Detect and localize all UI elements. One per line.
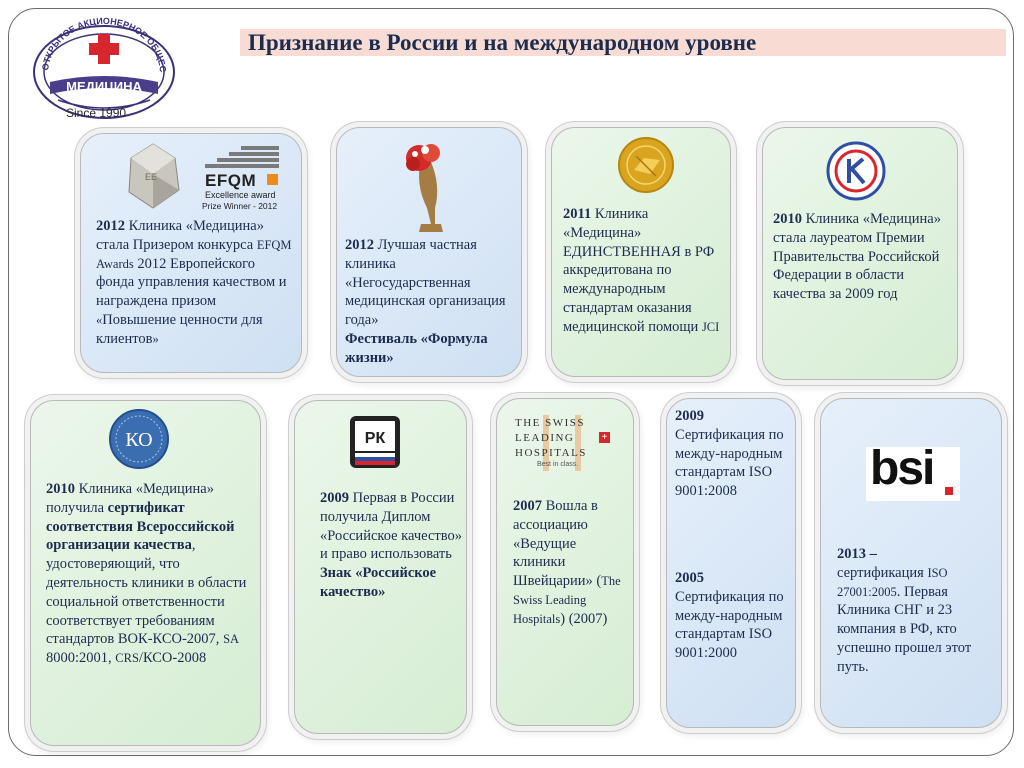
card-efqm <box>80 133 302 373</box>
card-text: Лучшая частная клиника «Негосударственная медицинская организация года» <box>345 237 506 329</box>
card-russian-quality <box>294 400 467 734</box>
card-text-small: « <box>96 312 103 327</box>
iso-entry-2009 <box>675 407 793 501</box>
card-year: 2009 <box>675 408 704 424</box>
card-text-bold: Знак «Российское качество» <box>320 565 437 600</box>
card-swiss-text <box>513 497 631 629</box>
efqm-logo-line2: Prize Winner - 2012 <box>202 201 278 211</box>
card-text: , удостоверяющий, что деятельность клиники в области социальной ответственности соответствует требованиям стандартов ВОК-КСО-2007, <box>46 537 247 648</box>
card-year: 2009 <box>320 490 349 506</box>
jci-gold-seal-icon <box>616 136 676 194</box>
card-text-small: ISO 27001:2005 <box>837 565 948 599</box>
swiss-flag-icon: + <box>599 432 610 443</box>
card-year: 2010 <box>773 211 802 227</box>
card-text-small: EFQM Awards <box>96 237 292 271</box>
card-text: Клиника «Медицина» стала Призером конкурса <box>96 218 264 253</box>
card-text: Сертификация по между-народным стандартам ISO 9001:2000 <box>675 588 784 662</box>
card-text: Клиника «Медицина» получила <box>46 481 214 516</box>
card-rk-text <box>320 489 462 602</box>
card-text: Сертификация по между-народным стандартам ISO 9001:2008 <box>675 426 784 500</box>
card-text: 2012 Европейского фонда управления качеством и награждена призом <box>96 255 287 310</box>
card-ko-certificate <box>30 400 261 746</box>
efqm-logo-line1: Excellence award <box>205 190 276 200</box>
card-iso-certification <box>666 398 796 728</box>
logo-name: МЕДИЦИНА <box>66 79 142 94</box>
card-jci-text <box>563 205 728 337</box>
card-text-small: » <box>152 331 159 346</box>
card-year: 2012 <box>96 218 125 234</box>
card-text-bold: Фестиваль «Формула жизни» <box>345 330 488 366</box>
card-text: /КСО-2008 <box>138 650 207 667</box>
card-text-small: JCI <box>701 319 720 334</box>
card-text-small: The Swiss Leading Hospitals <box>513 574 621 626</box>
bsi-logo-text: bsi <box>870 442 934 495</box>
card-text: сертификация <box>837 564 928 581</box>
swiss-logo-line2: LEADING <box>515 432 575 444</box>
swiss-logo-line3: HOSPITALS <box>515 447 587 459</box>
bsi-logo <box>866 442 960 501</box>
russian-quality-logo-icon <box>349 415 401 471</box>
card-text: . Первая Клиника СНГ и 23 компания в РФ, кто успешно прошел этот путь. <box>837 583 972 675</box>
card-year: 2013 – <box>837 546 877 562</box>
logo-arc-text: ОТКРЫТОЕ АКЦИОНЕРНОЕ ОБЩЕС <box>40 16 169 73</box>
efqm-logo <box>202 146 283 212</box>
card-year: 2012 <box>345 237 374 253</box>
logo-since: Since 1990 <box>66 106 127 120</box>
card-text-small: CRS <box>115 651 139 666</box>
card-swiss-hospitals <box>496 398 634 726</box>
ko-logo-text: КО <box>125 429 153 451</box>
card-government-prize <box>762 127 958 380</box>
swiss-leading-hospitals-logo <box>515 413 619 473</box>
card-year: 2010 <box>46 481 75 497</box>
formula-award-statue-icon <box>391 138 461 234</box>
ko-logo-icon <box>107 407 171 471</box>
company-logo <box>28 16 180 120</box>
svg-text:EE: EE <box>145 172 158 182</box>
card-text: Клиника «Медицина» стала лауреатом Премии Правительства Российской Федерации в области качества за 2009 год <box>773 211 941 303</box>
efqm-logo-name: EFQM <box>205 171 257 190</box>
swiss-logo-line1: THE SWISS <box>515 417 586 429</box>
card-year: 2011 <box>563 206 592 222</box>
card-ko-text <box>46 480 258 668</box>
card-gov-text <box>773 210 953 304</box>
card-text-small: SA <box>223 632 240 647</box>
card-efqm-text <box>96 217 296 349</box>
iso-entry-2005 <box>675 569 793 663</box>
card-text: Вошла в ассоциацию «Ведущие клиники Швейцарии» ( <box>513 498 602 590</box>
card-text: 8000:2001, <box>46 650 116 667</box>
swiss-logo-tagline: Best in class. <box>537 461 579 468</box>
card-text-bold: сертификат соответствия Всероссийской организации качества <box>46 499 235 554</box>
quality-award-emblem-icon <box>825 140 887 202</box>
efqm-trophy-icon <box>123 140 183 212</box>
card-year: 2005 <box>675 570 704 586</box>
card-formula-zhizni <box>336 127 522 377</box>
card-bsi-text <box>837 545 997 677</box>
card-text: Клиника «Медицина» ЕДИНСТВЕННАЯ в РФ аккредитована по международным стандартам оказания медицинской помощи <box>563 206 715 335</box>
card-formula-text <box>345 236 517 368</box>
card-text: Повышение ценности для клиентов <box>96 311 263 347</box>
card-year: 2007 <box>513 498 542 514</box>
card-jci <box>551 127 731 377</box>
card-text: Первая в России получила Диплом «Российское качество» и право использовать <box>320 490 462 563</box>
page-title: Признание в России и на международном уровне <box>248 30 757 55</box>
card-text: ) (2007) <box>560 610 608 627</box>
card-bsi <box>820 398 1002 728</box>
bsi-logo-dot <box>945 487 953 495</box>
rk-logo-text: РК <box>364 430 386 447</box>
